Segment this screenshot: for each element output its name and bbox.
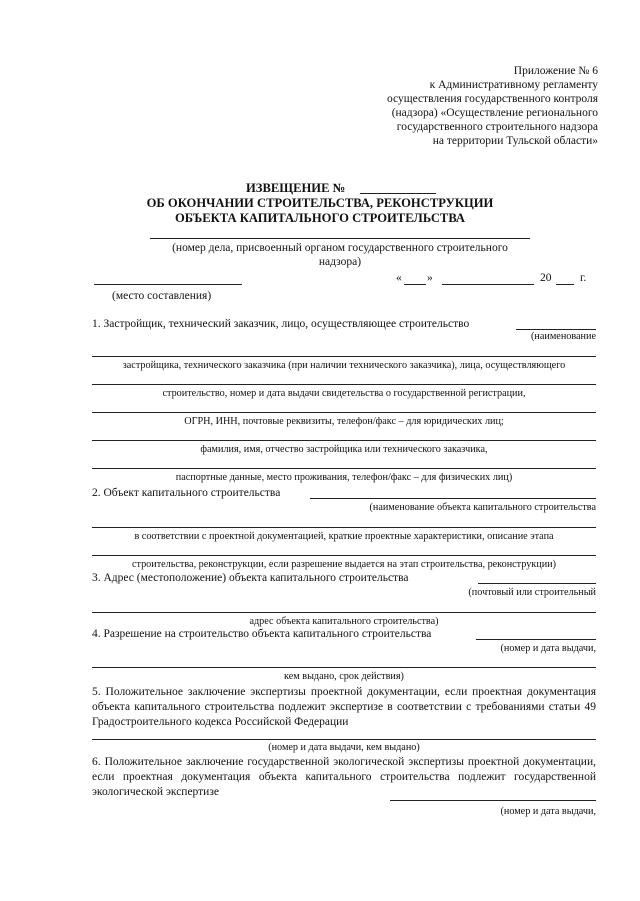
section-1-caption-5: фамилия, имя, отчество застройщика или технического заказчика, bbox=[200, 444, 488, 455]
section-6-caption-1: (номер и дата выдачи, bbox=[500, 806, 596, 817]
place-line bbox=[94, 284, 242, 285]
section-3-text: 3. Адрес (местоположение) объекта капитального строительства bbox=[92, 572, 409, 584]
section-1-caption-4: ОГРН, ИНН, почтовые реквизиты, телефон/факс – для юридических лиц; bbox=[184, 416, 504, 427]
appendix-line-5: на территории Тульской области» bbox=[432, 135, 598, 147]
section-2-line-1 bbox=[92, 527, 596, 528]
section-2-line-0 bbox=[310, 498, 596, 499]
title-line-2: ОБ ОКОНЧАНИИ СТРОИТЕЛЬСТВА, РЕКОНСТРУКЦИИ bbox=[146, 196, 494, 210]
section-3-caption-2: адрес объекта капитального строительства) bbox=[249, 616, 439, 627]
section-4-caption-2: кем выдано, срок действия) bbox=[284, 671, 404, 682]
section-6-line-0 bbox=[390, 800, 596, 801]
section-2-caption-2: в соответствии с проектной документацией, краткие проектные характеристики, описание этапа bbox=[134, 531, 554, 542]
place-caption: (место составления) bbox=[112, 290, 212, 302]
section-1-text: 1. Застройщик, технический заказчик, лицо, осуществляющее строительство bbox=[92, 318, 470, 330]
month-line bbox=[442, 284, 534, 285]
section-4-text: 4. Разрешение на строительство объекта капитального строительства bbox=[92, 628, 432, 640]
appendix-number: Приложение № 6 bbox=[513, 65, 598, 77]
section-1-line-4 bbox=[92, 440, 596, 441]
notice-number-line bbox=[360, 193, 436, 194]
section-4-line-1 bbox=[92, 667, 596, 668]
title-notice-number: ИЗВЕЩЕНИЕ № bbox=[246, 181, 346, 195]
section-4-line-0 bbox=[476, 639, 596, 640]
section-3-caption-1: (почтовый или строительный bbox=[468, 587, 596, 598]
appendix-line-2: осуществления государственного контроля bbox=[386, 93, 598, 105]
section-1-line-1 bbox=[92, 356, 596, 357]
section-1-caption-3: строительство, номер и дата выдачи свидетельства о государственной регистрации, bbox=[162, 388, 526, 399]
title-line-3: ОБЪЕКТА КАПИТАЛЬНОГО СТРОИТЕЛЬСТВА bbox=[174, 211, 466, 225]
date-quote-close: » bbox=[427, 272, 433, 284]
case-number-caption: (номер дела, присвоенный органом государственного строительного надзора) bbox=[172, 242, 508, 268]
section-5-caption-1: (номер и дата выдачи, кем выдано) bbox=[268, 742, 420, 753]
section-3-line-0 bbox=[478, 583, 596, 584]
section-6-text: 6. Положительное заключение государственной экологической экспертизы проектной документации, если проектная документация объекта капитального строительства подлежит государственной экологической экспертизе bbox=[92, 756, 596, 798]
date-quote-open: « bbox=[396, 272, 402, 284]
appendix-line-1: к Административному регламенту bbox=[429, 79, 598, 91]
year-suffix: г. bbox=[580, 272, 587, 284]
section-5-line-1 bbox=[92, 739, 596, 740]
section-1-line-5 bbox=[92, 468, 596, 469]
section-1-caption-6: паспортные данные, место проживания, телефон/факс – для физических лиц) bbox=[175, 472, 513, 483]
year-line bbox=[556, 284, 574, 285]
section-2-text: 2. Объект капитального строительства bbox=[92, 487, 281, 499]
section-1-line-3 bbox=[92, 412, 596, 413]
appendix-line-4: государственного строительного надзора bbox=[396, 121, 598, 133]
section-2-caption-3: строительства, реконструкции, если разрешение выдается на этап строительства, реконструкции) bbox=[131, 559, 557, 570]
section-1-line-2 bbox=[92, 384, 596, 385]
appendix-header bbox=[268, 64, 598, 148]
section-3-line-1 bbox=[92, 612, 596, 613]
day-line bbox=[404, 284, 426, 285]
section-2-line-2 bbox=[92, 555, 596, 556]
section-2-caption-1: (наименование объекта капитального строительства bbox=[369, 502, 596, 513]
section-1-caption-1: (наименование bbox=[531, 331, 596, 342]
case-number-line bbox=[150, 238, 530, 239]
section-4-caption-1: (номер и дата выдачи, bbox=[500, 643, 596, 654]
section-5-text: 5. Положительное заключение экспертизы проектной документации, если проектная документация объекта капитального строительства подлежит экспертизе в соответствии с требованиями статьи 49 Градостроительного кодекса Российской Федерации bbox=[92, 686, 596, 728]
section-1-line-0 bbox=[516, 329, 596, 330]
year-prefix: 20 bbox=[540, 272, 552, 284]
section-1-caption-2: застройщика, технического заказчика (при наличии технического заказчика), лица, осуществляющего bbox=[122, 360, 566, 371]
appendix-line-3: (надзора) «Осуществление регионального bbox=[391, 107, 598, 119]
